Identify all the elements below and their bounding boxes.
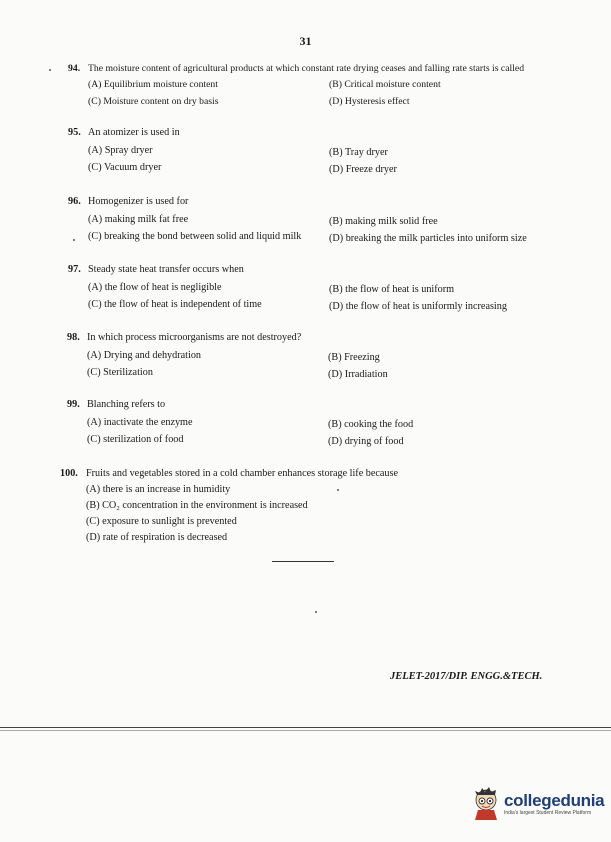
option-b: (B) Tray dryer (329, 147, 388, 158)
scan-speck (337, 489, 339, 491)
option-b: (B) the flow of heat is uniform (329, 284, 455, 295)
question-stem: An atomizer is used in (88, 127, 180, 138)
page-bottom-rule (0, 727, 611, 728)
option-a: (A) Spray dryer (88, 145, 153, 156)
question-number: 98. (67, 332, 80, 343)
question-stem: Fruits and vegetables stored in a cold chamber enhances storage life because (86, 468, 399, 479)
option-d: (D) Hysteresis effect (329, 96, 410, 107)
question-97 (68, 262, 568, 312)
question-stem: Steady state heat transfer occurs when (88, 264, 244, 275)
end-rule (272, 561, 334, 562)
scan-speck (49, 69, 51, 71)
question-number: 100. (60, 468, 78, 479)
question-number: 95. (68, 127, 81, 138)
option-c: (C) sterilization of food (87, 434, 184, 445)
question-stem: In which process microorganisms are not destroyed? (87, 332, 302, 343)
page-bottom-rule-shadow (0, 730, 611, 731)
question-number: 99. (67, 399, 80, 410)
option-d: (D) rate of respiration is decreased (86, 532, 228, 543)
question-number: 97. (68, 264, 81, 275)
option-b: (B) Critical moisture content (329, 79, 441, 90)
option-a: (A) there is an increase in humidity (86, 484, 231, 495)
option-c: (C) breaking the bond between solid and liquid milk (88, 231, 302, 242)
scan-speck (315, 611, 317, 613)
option-a: (A) inactivate the enzyme (87, 417, 193, 428)
option-d: (D) drying of food (328, 436, 404, 447)
page-number: 31 (299, 34, 312, 48)
logo-name: collegedunia (504, 790, 605, 810)
option-a: (A) Equilibrium moisture content (88, 79, 218, 90)
question-96 (68, 194, 568, 244)
question-95 (68, 125, 568, 175)
question-stem: Blanching refers to (87, 399, 166, 410)
scan-speck (73, 239, 75, 241)
option-b: (B) making milk solid free (329, 216, 438, 227)
option-a: (A) the flow of heat is negligible (88, 282, 222, 293)
question-number: 96. (68, 196, 81, 207)
question-100 (60, 466, 560, 546)
collegedunia-logo (472, 786, 604, 820)
option-b: (B) Freezing (328, 352, 380, 363)
option-c: (C) Moisture content on dry basis (88, 96, 219, 107)
question-94 (68, 61, 568, 111)
option-c: (C) the flow of heat is independent of time (88, 299, 262, 310)
option-a: (A) Drying and dehydration (87, 350, 202, 361)
footer-exam-code: JELET-2017/DIP. ENGG.&TECH. (390, 671, 543, 682)
mascot-icon (472, 786, 500, 820)
question-99 (67, 397, 567, 447)
question-number: 94. (68, 63, 81, 74)
question-stem: The moisture content of agricultural products at which constant rate drying ceases and falling rate starts is called (88, 63, 525, 74)
option-c: (C) Vacuum dryer (88, 162, 162, 173)
option-b: (B) CO₂ concentration in the environment is increased (86, 500, 308, 511)
option-d: (D) Irradiation (328, 369, 388, 380)
question-98 (67, 330, 567, 380)
option-c: (C) Sterilization (87, 367, 153, 378)
option-d: (D) breaking the milk particles into uniform size (329, 233, 527, 244)
option-a: (A) making milk fat free (88, 214, 189, 225)
option-c: (C) exposure to sunlight is prevented (86, 516, 237, 527)
question-stem: Homogenizer is used for (88, 196, 189, 207)
option-d: (D) Freeze dryer (329, 164, 397, 175)
option-d: (D) the flow of heat is uniformly increasing (329, 301, 507, 312)
option-b: (B) cooking the food (328, 419, 414, 430)
logo-tagline: India's largest Student Review Platform (504, 809, 592, 816)
